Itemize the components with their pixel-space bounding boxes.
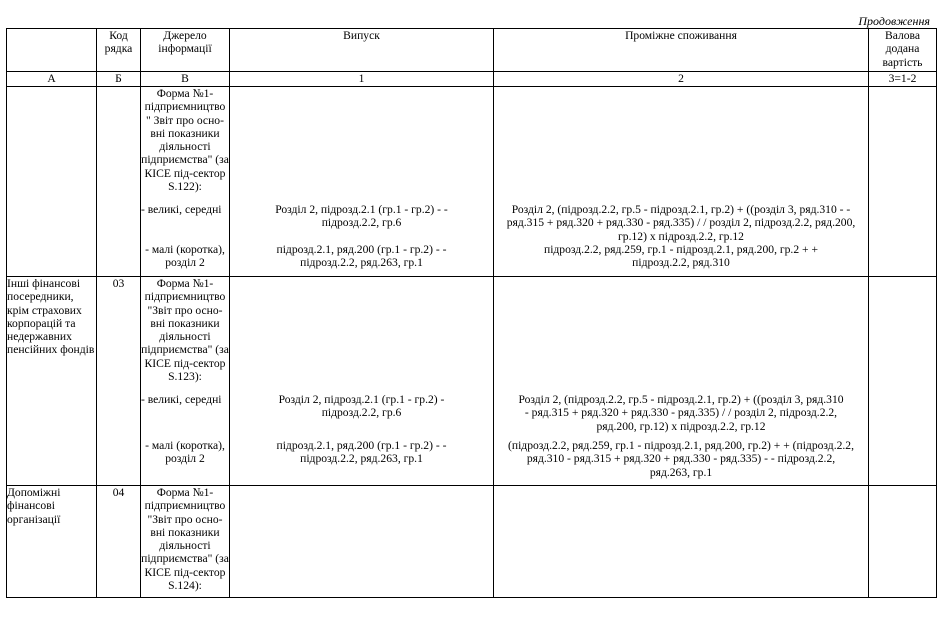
- row-source: [141, 87, 230, 277]
- row-output: [230, 486, 494, 598]
- row-output: [230, 87, 494, 277]
- letter-b: Б: [97, 72, 141, 87]
- output-large-formula: Розділ 2, підрозд.2.1 (гр.1 - гр.2) - - підрозд.2.2, гр.6: [275, 203, 448, 230]
- intermediate-large-formula: Розділ 2, (підрозд.2.2, гр.5 - підрозд.2.1, гр.2) + ((розділ 3, ряд.310 - - ряд.315 + ряд.320 + ряд.330 - ряд.335) / / розділ 2, підрозд.2.2, ряд.200, гр.12) х підрозд.2.2, гр.12: [506, 203, 856, 243]
- letter-c: В: [141, 72, 230, 87]
- row-code: 04: [97, 486, 141, 598]
- header-name-col: [7, 29, 97, 72]
- header-output-col: Випуск: [230, 29, 494, 72]
- row-name: Інші фінансові посередники, крім страхових корпорацій та недержавних пенсійних фондів: [7, 277, 97, 486]
- output-small-formula: підрозд.2.1, ряд.200 (гр.1 - гр.2) - - підрозд.2.2, ряд.263, гр.1: [276, 243, 447, 270]
- source-small-label: - малі (коротка), розділ 2: [145, 243, 225, 270]
- row-gva: [869, 486, 937, 598]
- row-code: [97, 87, 141, 277]
- source-large-label: - великі, середні: [141, 393, 222, 406]
- row-output: [230, 277, 494, 486]
- row-source: [141, 486, 230, 598]
- table-row: [7, 486, 937, 598]
- row-source: [141, 277, 230, 486]
- letter-1: 1: [230, 72, 494, 87]
- row-intermediate: [494, 87, 869, 277]
- table-row: [7, 87, 937, 277]
- header-code-col: Код рядка: [97, 29, 141, 72]
- header-gva-col: Валова додана вартість: [869, 29, 937, 72]
- source-large-label: - великі, середні: [141, 203, 222, 216]
- header-intermediate-col: Проміжне споживання: [494, 29, 869, 72]
- intermediate-small-formula: (підрозд.2.2, ряд.259, гр.1 - підрозд.2.1, ряд.200, гр.2) + + (підрозд.2.2, ряд.310 - ряд.315 + ряд.320 + ряд.330 - ряд.335) - - підрозд.2.2, ряд.263, гр.1: [508, 439, 854, 479]
- letter-2: 2: [494, 72, 869, 87]
- output-small-formula: підрозд.2.1, ряд.200 (гр.1 - гр.2) - - підрозд.2.2, ряд.263, гр.1: [276, 439, 447, 466]
- row-name: Допоміжні фінансові організації: [7, 486, 97, 598]
- header-row: [7, 29, 937, 72]
- letter-a: А: [7, 72, 97, 87]
- row-name: [7, 87, 97, 277]
- source-form-text: Форма №1-підприємництво " Звіт про осно-вні показники діяльності підприємства" (за КІСЕ під-сектор S.122):: [141, 87, 229, 194]
- row-intermediate: [494, 486, 869, 598]
- source-form-text: Форма №1-підприємництво "Звіт про осно-вні показники діяльності підприємства" (за КІСЕ під-сектор S.124):: [141, 486, 229, 593]
- output-large-formula: Розділ 2, підрозд.2.1 (гр.1 - гр.2) - підрозд.2.2, гр.6: [278, 393, 445, 420]
- source-small-label: - малі (коротка), розділ 2: [145, 439, 225, 466]
- column-letters-row: [7, 72, 937, 87]
- source-form-text: Форма №1-підприємництво "Звіт про осно-вні показники діяльності підприємства" (за КІСЕ під-сектор S.123):: [141, 277, 229, 384]
- gva-calculation-table: [6, 28, 937, 598]
- row-intermediate: [494, 277, 869, 486]
- continued-label: Продовження: [858, 14, 930, 28]
- row-gva: [869, 87, 937, 277]
- intermediate-small-formula: підрозд.2.2, ряд.259, гр.1 - підрозд.2.1, ряд.200, гр.2 + + підрозд.2.2, ряд.310: [543, 243, 818, 270]
- header-source-col: Джерело інформації: [141, 29, 230, 72]
- row-code: 03: [97, 277, 141, 486]
- intermediate-large-formula: Розділ 2, (підрозд.2.2, гр.5 - підрозд.2.1, гр.2) + ((розділ 3, ряд.310 - ряд.315 + ряд.320 + ряд.330 - ряд.335) / / розділ 2, підрозд.2.2, ряд.200, гр.12) х підрозд.2.2, гр.12: [518, 393, 844, 433]
- table-row: [7, 277, 937, 486]
- letter-3: 3=1-2: [869, 72, 937, 87]
- row-gva: [869, 277, 937, 486]
